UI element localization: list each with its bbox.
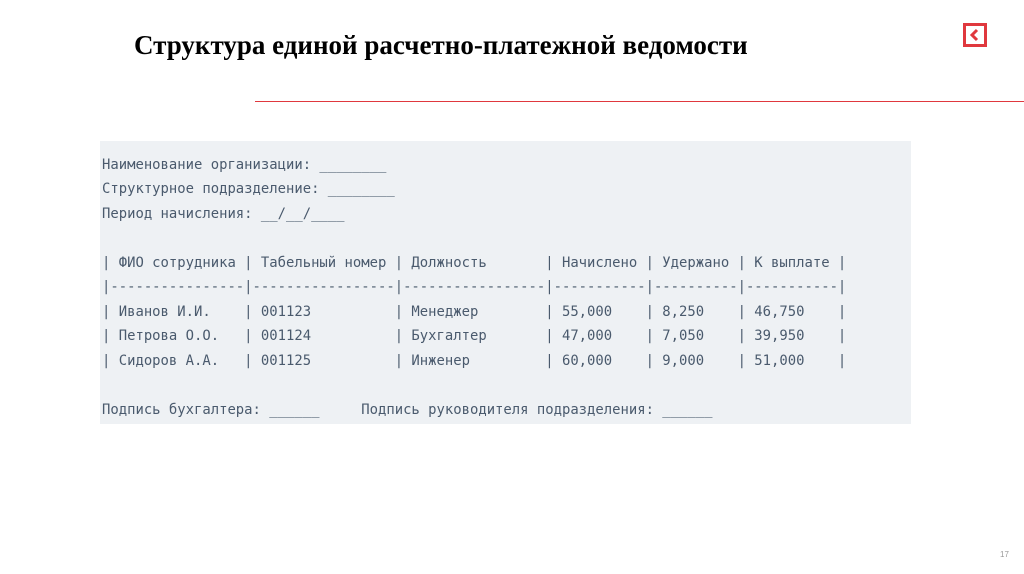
- slide-title: Структура единой расчетно-платежной ведомости: [134, 30, 748, 60]
- department-line: Структурное подразделение: ________: [102, 181, 395, 197]
- page-number: 17: [1000, 550, 1009, 559]
- table-row: | Иванов И.И. | 001123 | Менеджер | 55,000 | 8,250 | 46,750 |: [102, 304, 847, 320]
- period-line: Период начисления: __/__/____: [102, 206, 345, 222]
- left-arrow-in-square-icon: [963, 23, 987, 47]
- table-separator-line: |----------------|-----------------|-----------------|-----------|----------|-----------|: [102, 279, 847, 295]
- table-header-line: | ФИО сотрудника | Табельный номер | Должность | Начислено | Удержано | К выплате |: [102, 255, 847, 271]
- organization-name-line: Наименование организации: ________: [102, 157, 387, 173]
- table-row: | Сидоров А.А. | 001125 | Инженер | 60,000 | 9,000 | 51,000 |: [102, 353, 847, 369]
- signatures-line: Подпись бухгалтера: ______ Подпись руководителя подразделения: ______: [102, 402, 713, 418]
- title-divider: [255, 101, 1024, 102]
- table-row: | Петрова О.О. | 001124 | Бухгалтер | 47,000 | 7,050 | 39,950 |: [102, 328, 847, 344]
- payroll-statement-code-block: [100, 141, 911, 424]
